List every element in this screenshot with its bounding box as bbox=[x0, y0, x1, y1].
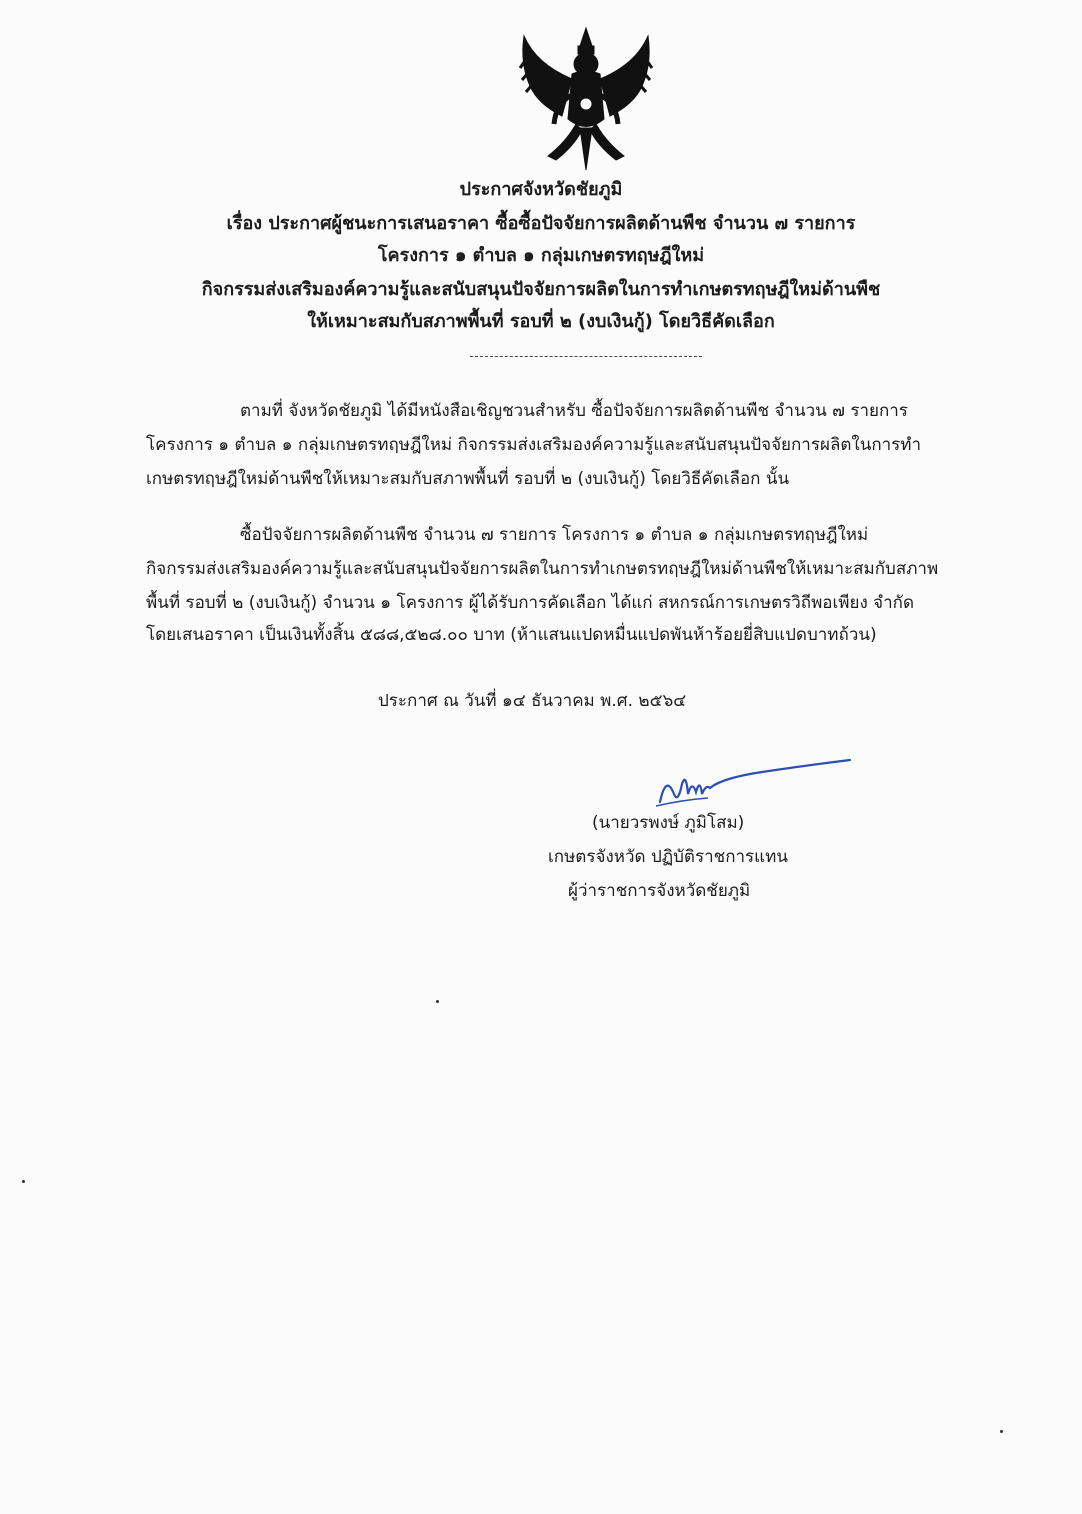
announcement-title: ประกาศจังหวัดชัยภูมิ bbox=[459, 179, 623, 200]
paragraph2-line3: พื้นที่ รอบที่ ๒ (งบเงินกู้) จำนวน ๑ โครงการ ผู้ได้รับการคัดเลือก ได้แก่ สหกรณ์การเกษตรวิถีพอเพียง จำกัด bbox=[146, 593, 915, 613]
scope-line: ให้เหมาะสมกับสภาพพื้นที่ รอบที่ ๒ (งบเงินกู้) โดยวิธีคัดเลือก bbox=[307, 311, 775, 332]
paragraph1-line2: โครงการ ๑ ตำบล ๑ กลุ่มเกษตรทฤษฎีใหม่ กิจกรรมส่งเสริมองค์ความรู้และสนับสนุนปัจจัยการผลิตในการทำ bbox=[146, 435, 922, 455]
paragraph2-line2: กิจกรรมส่งเสริมองค์ความรู้และสนับสนุนปัจจัยการผลิตในการทำเกษตรทฤษฎีใหม่ด้านพืชให้เหมาะสมกับสภาพ bbox=[146, 559, 939, 579]
paragraph2-line1: ซื้อปัจจัยการผลิตด้านพืช จำนวน ๗ รายการ โครงการ ๑ ตำบล ๑ กลุ่มเกษตรทฤษฎีใหม่ bbox=[240, 525, 869, 545]
header-divider bbox=[470, 356, 702, 357]
scan-speck bbox=[436, 1000, 439, 1003]
project-line: โครงการ ๑ ตำบล ๑ กลุ่มเกษตรทฤษฎีใหม่ bbox=[377, 245, 705, 266]
scan-speck bbox=[1000, 1430, 1003, 1433]
paragraph1-line3: เกษตรทฤษฎีใหม่ด้านพืชให้เหมาะสมกับสภาพพื้นที่ รอบที่ ๒ (งบเงินกู้) โดยวิธีคัดเลือก นั้น bbox=[146, 469, 790, 489]
activity-line: กิจกรรมส่งเสริมองค์ความรู้และสนับสนุนปัจจัยการผลิตในการทำเกษตรทฤษฎีใหม่ด้านพืช bbox=[201, 279, 881, 300]
subject-line: เรื่อง ประกาศผู้ชนะการเสนอราคา ซื้อซื้อปัจจัยการผลิตด้านพืช จำนวน ๗ รายการ bbox=[226, 213, 856, 234]
handwritten-signature-icon bbox=[652, 754, 857, 814]
scan-speck bbox=[22, 1180, 25, 1183]
announce-date: ประกาศ ณ วันที่ ๑๔ ธันวาคม พ.ศ. ๒๕๖๔ bbox=[378, 691, 687, 711]
paragraph1-line1: ตามที่ จังหวัดชัยภูมิ ได้มีหนังสือเชิญชวนสำหรับ ซื้อปัจจัยการผลิตด้านพืช จำนวน ๗ รายการ bbox=[240, 401, 908, 421]
signer-position: เกษตรจังหวัด ปฏิบัติราชการแทน bbox=[548, 847, 788, 867]
signer-authority: ผู้ว่าราชการจังหวัดชัยภูมิ bbox=[568, 881, 751, 901]
garuda-emblem-icon bbox=[516, 24, 656, 174]
paragraph2-line4: โดยเสนอราคา เป็นเงินทั้งสิ้น ๕๘๘,๕๒๘.๐๐ บาท (ห้าแสนแปดหมื่นแปดพันห้าร้อยยี่สิบแปดบาทถ้วน) bbox=[146, 625, 877, 645]
signer-name: (นายวรพงษ์ ภูมิโสม) bbox=[592, 813, 745, 833]
